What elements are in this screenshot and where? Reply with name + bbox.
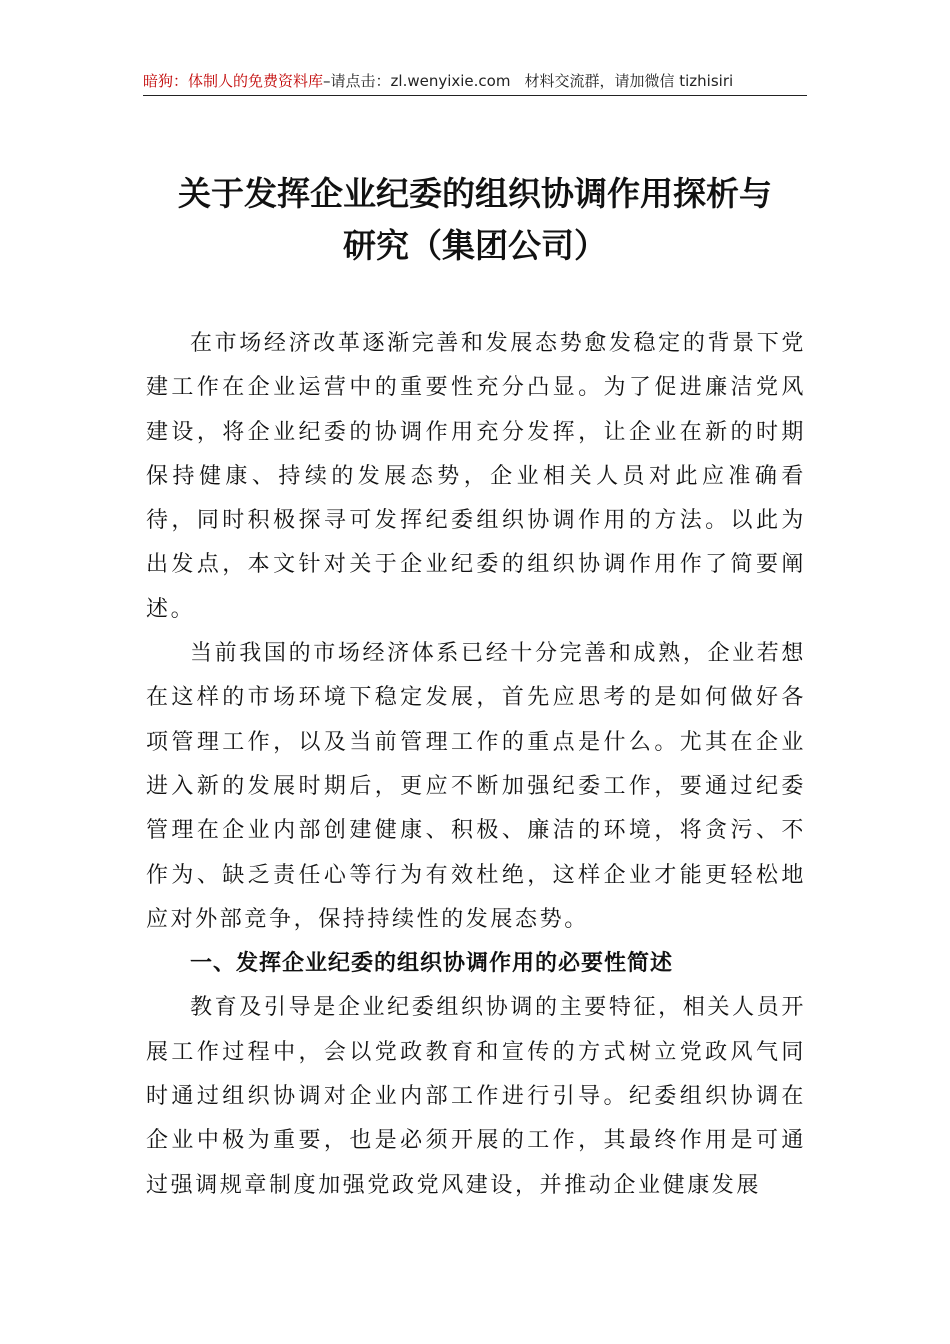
section-1-paragraph: 教育及引导是企业纪委组织协调的主要特征，相关人员开展工作过程中，会以党政教育和宣传的方式树立党政风气同时通过组织协调对企业内部工作进行引导。纪委组织协调在企业中极为重要，也是必须开展的工作，其最终作用是可通过强调规章制度加强党政党风建设，并推动企业健康发展 (146, 995, 806, 1198)
document-title (143, 168, 807, 272)
header-prompt: –请点击： (323, 72, 391, 90)
header-brand: 暗狗：体制人的免费资料库 (143, 72, 324, 90)
header-url-link[interactable]: zl.wenyixie.com (390, 72, 511, 90)
document-body (146, 322, 806, 1208)
title-line-2: 研究（集团公司） (343, 226, 607, 265)
paragraph-intro: 在市场经济改革逐渐完善和发展态势愈发稳定的背景下党建工作在企业运营中的重要性充分凸显。为了促进廉洁党风建设，将企业纪委的协调作用充分发挥，让企业在新的时期保持健康、持续的发展态势，企业相关人员对此应准确看待，同时积极探寻可发挥纪委组织协调作用的方法。以此为出发点，本文针对关于企业纪委的组织协调作用作了简要阐述。 (146, 331, 806, 622)
document-header (143, 69, 807, 96)
paragraph-context: 当前我国的市场经济体系已经十分完善和成熟，企业若想在这样的市场环境下稳定发展，首先应思考的是如何做好各项管理工作，以及当前管理工作的重点是什么。尤其在企业进入新的发展时期后，更应不断加强纪委工作，要通过纪委管理在企业内部创建健康、积极、廉洁的环境，将贪污、不作为、缺乏责任心等行为有效杜绝，这样企业才能更轻松地应对外部竞争，保持持续性的发展态势。 (146, 641, 806, 932)
header-contact: 材料交流群，请加微信 tizhisiri (524, 72, 734, 90)
section-1-heading: 一、发挥企业纪委的组织协调作用的必要性简述 (190, 951, 674, 977)
title-line-1: 关于发挥企业纪委的组织协调作用探析与 (178, 174, 772, 213)
